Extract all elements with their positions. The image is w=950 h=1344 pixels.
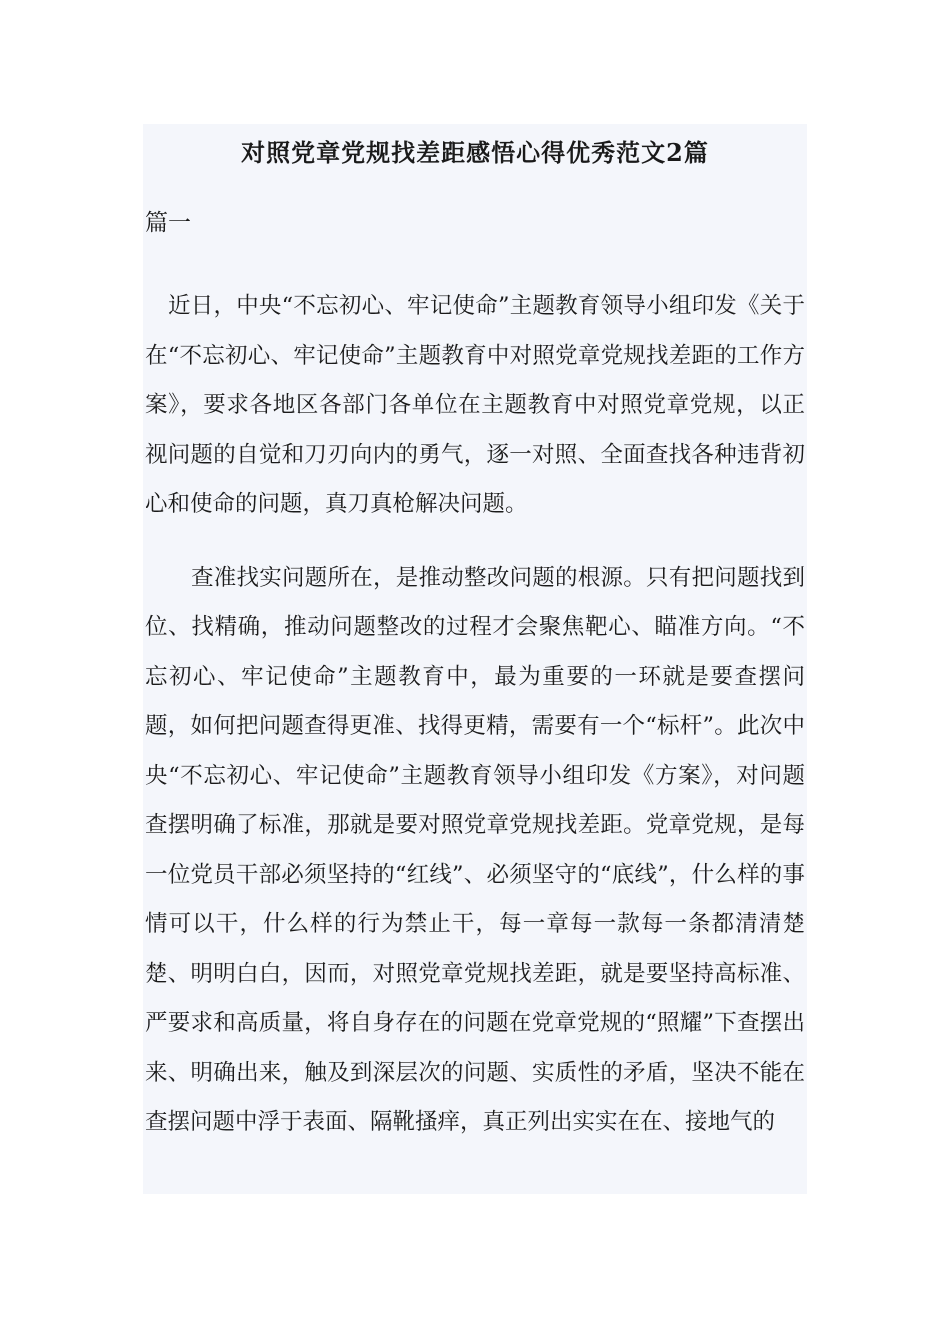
section-label: 篇一 (145, 210, 191, 236)
paragraph-2: 查准找实问题所在，是推动整改问题的根源。只有把问题找到位、找精确，推动问题整改的过程才会聚焦靶心、瞄准方向。“不忘初心、牢记使命”主题教育中，最为重要的一环就是要查摆问题，如何把问题查得更准、找得更精，需要有一个“标杆”。此次中央“不忘初心、牢记使命”主题教育领导小组印发《方案》，对问题查摆明确了标准，那就是要对照党章党规找差距。党章党规，是每一位党员干部必须坚持的“红线”、必须坚守的“底线”，什么样的事情可以干，什么样的行为禁止干，每一章每一款每一条都清清楚楚、明明白白，因而，对照党章党规找差距，就是要坚持高标准、严要求和高质量，将自身存在的问题在党章党规的“照耀”下查摆出来、明确出来，触及到深层次的问题、实质性的矛盾，坚决不能在查摆问题中浮于表面、隔靴搔痒，真正列出实实在在、接地气的 (145, 564, 805, 1135)
document-page (143, 124, 807, 1194)
document-title: 对照党章党规找差距感悟心得优秀范文2篇 (241, 138, 709, 167)
paragraph-1: 近日，中央“不忘初心、牢记使命”主题教育领导小组印发《关于在“不忘初心、牢记使命”主题教育中对照党章党规找差距的工作方案》，要求各地区各部门各单位在主题教育中对照党章党规，以正视问题的自觉和刀刃向内的勇气，逐一对照、全面查找各种违背初心和使命的问题，真刀真枪解决问题。 (145, 293, 805, 517)
